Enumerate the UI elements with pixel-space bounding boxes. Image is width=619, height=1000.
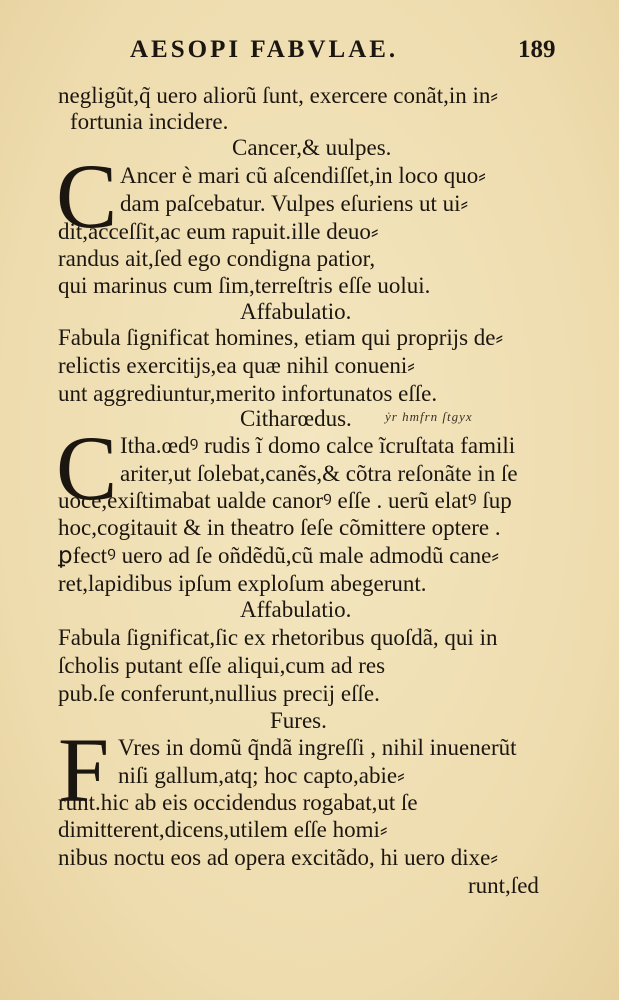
text-line: dimitterent,dicens,utilem eſſe homi⸗ [58, 817, 388, 842]
text-line: niſi gallum,atq; hoc capto,abie⸗ [118, 763, 405, 788]
text-line: dit,acceſſit,ac eum rapuit.ille deuo⸗ [58, 219, 379, 244]
text-line: Itha.œdꝰ rudis ĩ domo calce ĩcruſtata famili [120, 433, 516, 458]
text-line: Fabula ſignificat homines, etiam qui proprĳs de⸗ [58, 325, 504, 350]
page-number: 189 [518, 36, 556, 63]
fable-title: Cancer,& uulpes. [232, 135, 392, 160]
fable-title: Citharœdus. [240, 406, 352, 431]
text-line: fortunia incidere. [70, 109, 229, 134]
text-line: nibus noctu eos ad opera excitãdo, hi uero dixe⸗ [58, 845, 499, 870]
text-line: unt aggrediuntur,merito infortunatos eſſe. [58, 381, 438, 406]
moral-title: Affabulatio. [240, 299, 352, 324]
text-line: negligũt,q̃ uero aliorũ ſunt, exercere conãt,in in⸗ [58, 83, 499, 108]
text-line: uoce,exiſtimabat ualde canorꝰ eſſe . uerũ elatꝰ ſup [58, 488, 512, 513]
text-line: dam paſcebatur. Vulpes eſuriens ut ui⸗ [120, 191, 469, 216]
text-line: qui marinus cum ſim,terreſtris eſſe uolui. [58, 273, 431, 298]
text-line: runt.hic ab eis occidendus rogabat,ut ſe [58, 790, 418, 815]
text-line: Fabula ſignificat,ſic ex rhetoribus quoſdã, qui in [58, 625, 498, 650]
text-line: ariter,ut ſolebat,canẽs,& cõtra reſonãte in ſe [120, 461, 518, 486]
text-line: ſcholis putant eſſe aliqui,cum ad res [58, 653, 386, 678]
fable-title: Fures. [270, 708, 327, 733]
text-line: ret,lapidibus ipſum exploſum abegerunt. [58, 571, 427, 596]
text-line: randus ait,ſed ego condigna patior, [58, 246, 376, 271]
text-line: pub.ſe conferunt,nullius precĳ eſſe. [58, 681, 380, 706]
drop-cap-initial: C [56, 145, 118, 247]
text-line: Ancer è mari cũ aſcendiſſet,in loco quo⸗ [120, 163, 486, 188]
catchword: runt,ſed [468, 873, 539, 898]
moral-title: Affabulatio. [240, 597, 352, 622]
drop-cap-initial: F [58, 719, 110, 821]
text-line: hoc,cogitauit & in theatro ſeſe cõmittere optere . [58, 515, 501, 540]
handwritten-annotation: ẏr hmfrn ſtgyx [385, 409, 473, 424]
text-line: Vres in domũ q̃ndã ingreſſi , nihil inuenerũt [118, 735, 517, 760]
text-line: relictis exercitĳs,ea quæ nihil conueni⸗ [58, 353, 415, 378]
text-line: ꝑfectꝰ uero ad ſe oñdẽdũ,cũ male admodũ cane⸗ [58, 543, 500, 568]
drop-cap-initial: C [56, 417, 118, 519]
running-head: AESOPI FABVLAE. [130, 36, 399, 63]
